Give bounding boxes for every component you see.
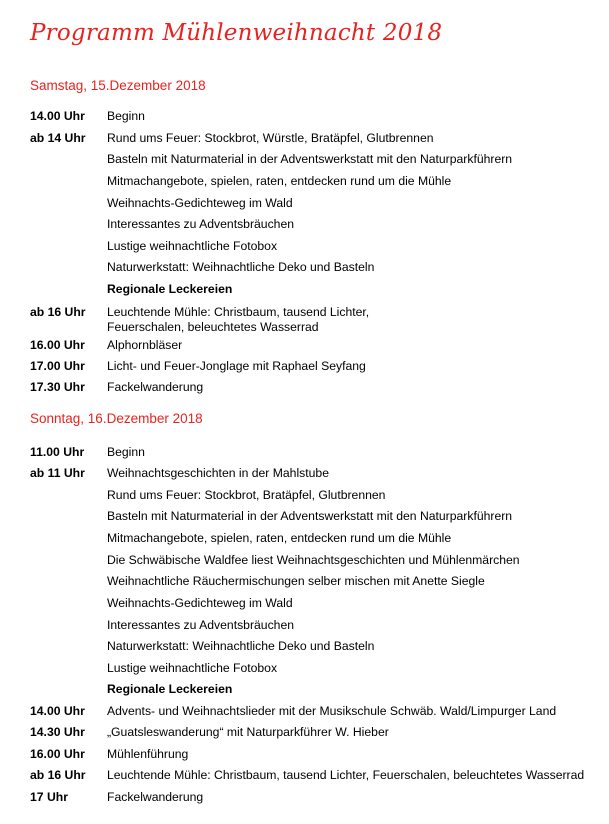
schedule-activity: Regionale Leckereien — [107, 682, 233, 696]
schedule-activity: Die Schwäbische Waldfee liest Weihnachtsgeschichten und Mühlenmärchen — [107, 553, 520, 567]
schedule-activity: Leuchtende Mühle: Christbaum, tausend Lichter, Feuerschalen, beleuchtetes Wasserrad — [107, 768, 585, 782]
schedule-activity: Basteln mit Naturmaterial in der Adventswerkstatt mit den Naturparkführern — [107, 509, 513, 523]
schedule-activity: Beginn — [107, 445, 145, 459]
schedule-activity: Leuchtende Mühle: Christbaum, tausend Lichter, Feuerschalen, beleuchtetes Wasserrad — [107, 305, 370, 334]
schedule-activity: Mitmachangebote, spielen, raten, entdecken rund um die Mühle — [107, 174, 452, 188]
schedule-time: 17.00 Uhr — [30, 359, 85, 373]
schedule-activity: Interessantes zu Adventsbräuchen — [107, 217, 294, 231]
schedule-activity: Weihnachtsgeschichten in der Mahlstube — [107, 466, 329, 480]
schedule-activity: Lustige weihnachtliche Fotobox — [107, 239, 278, 253]
schedule-time: 14.00 Uhr — [30, 109, 85, 123]
schedule-activity: Weihnachts-Gedichteweg im Wald — [107, 596, 293, 610]
schedule-activity: Basteln mit Naturmaterial in der Adventswerkstatt mit den Naturparkführern — [107, 152, 513, 166]
schedule-time: 17.30 Uhr — [30, 380, 85, 394]
schedule-activity: „Guatsleswanderung“ mit Naturparkführer W. Hieber — [107, 725, 389, 739]
schedule-time: 14.30 Uhr — [30, 725, 85, 739]
schedule-time: 16.00 Uhr — [30, 747, 85, 761]
schedule-activity: Mitmachangebote, spielen, raten, entdecken rund um die Mühle — [107, 531, 452, 545]
schedule-activity: Regionale Leckereien — [107, 282, 233, 296]
schedule-time: ab 11 Uhr — [30, 466, 85, 480]
schedule-time: 14.00 Uhr — [30, 704, 85, 718]
schedule-activity: Beginn — [107, 109, 145, 123]
schedule-activity: Fackelwanderung — [107, 790, 204, 804]
schedule-activity: Interessantes zu Adventsbräuchen — [107, 618, 294, 632]
schedule-time: ab 16 Uhr — [30, 768, 86, 782]
schedule-activity: Naturwerkstatt: Weihnachtliche Deko und Basteln — [107, 260, 375, 274]
schedule-activity: Alphornbläser — [107, 338, 183, 352]
schedule-activity: Advents- und Weihnachtslieder mit der Musikschule Schwäb. Wald/Limpurger Land — [107, 704, 557, 718]
schedule-time: ab 16 Uhr — [30, 305, 86, 319]
schedule-time: 16.00 Uhr — [30, 338, 85, 352]
schedule-time: ab 14 Uhr — [30, 131, 86, 145]
schedule-activity: Weihnachtliche Räuchermischungen selber mischen mit Anette Siegle — [107, 574, 485, 588]
schedule-activity: Fackelwanderung — [107, 380, 204, 394]
schedule-activity: Lustige weihnachtliche Fotobox — [107, 661, 278, 675]
day-heading-sunday: Sonntag, 16.Dezember 2018 — [30, 411, 203, 426]
schedule-time: 11.00 Uhr — [30, 445, 85, 459]
schedule-activity: Rund ums Feuer: Stockbrot, Würstle, Bratäpfel, Glutbrennen — [107, 131, 434, 145]
schedule-activity: Naturwerkstatt: Weihnachtliche Deko und Basteln — [107, 639, 375, 653]
schedule-activity: Weihnachts-Gedichteweg im Wald — [107, 196, 293, 210]
schedule-time: 17 Uhr — [30, 790, 68, 804]
schedule-activity: Licht- und Feuer-Jonglage mit Raphael Seyfang — [107, 359, 366, 373]
schedule-activity: Rund ums Feuer: Stockbrot, Bratäpfel, Glutbrennen — [107, 488, 386, 502]
schedule-activity: Mühlenführung — [107, 747, 189, 761]
page-title: Programm Mühlenweihnacht 2018 — [30, 20, 443, 46]
day-heading-saturday: Samstag, 15.Dezember 2018 — [30, 78, 206, 93]
